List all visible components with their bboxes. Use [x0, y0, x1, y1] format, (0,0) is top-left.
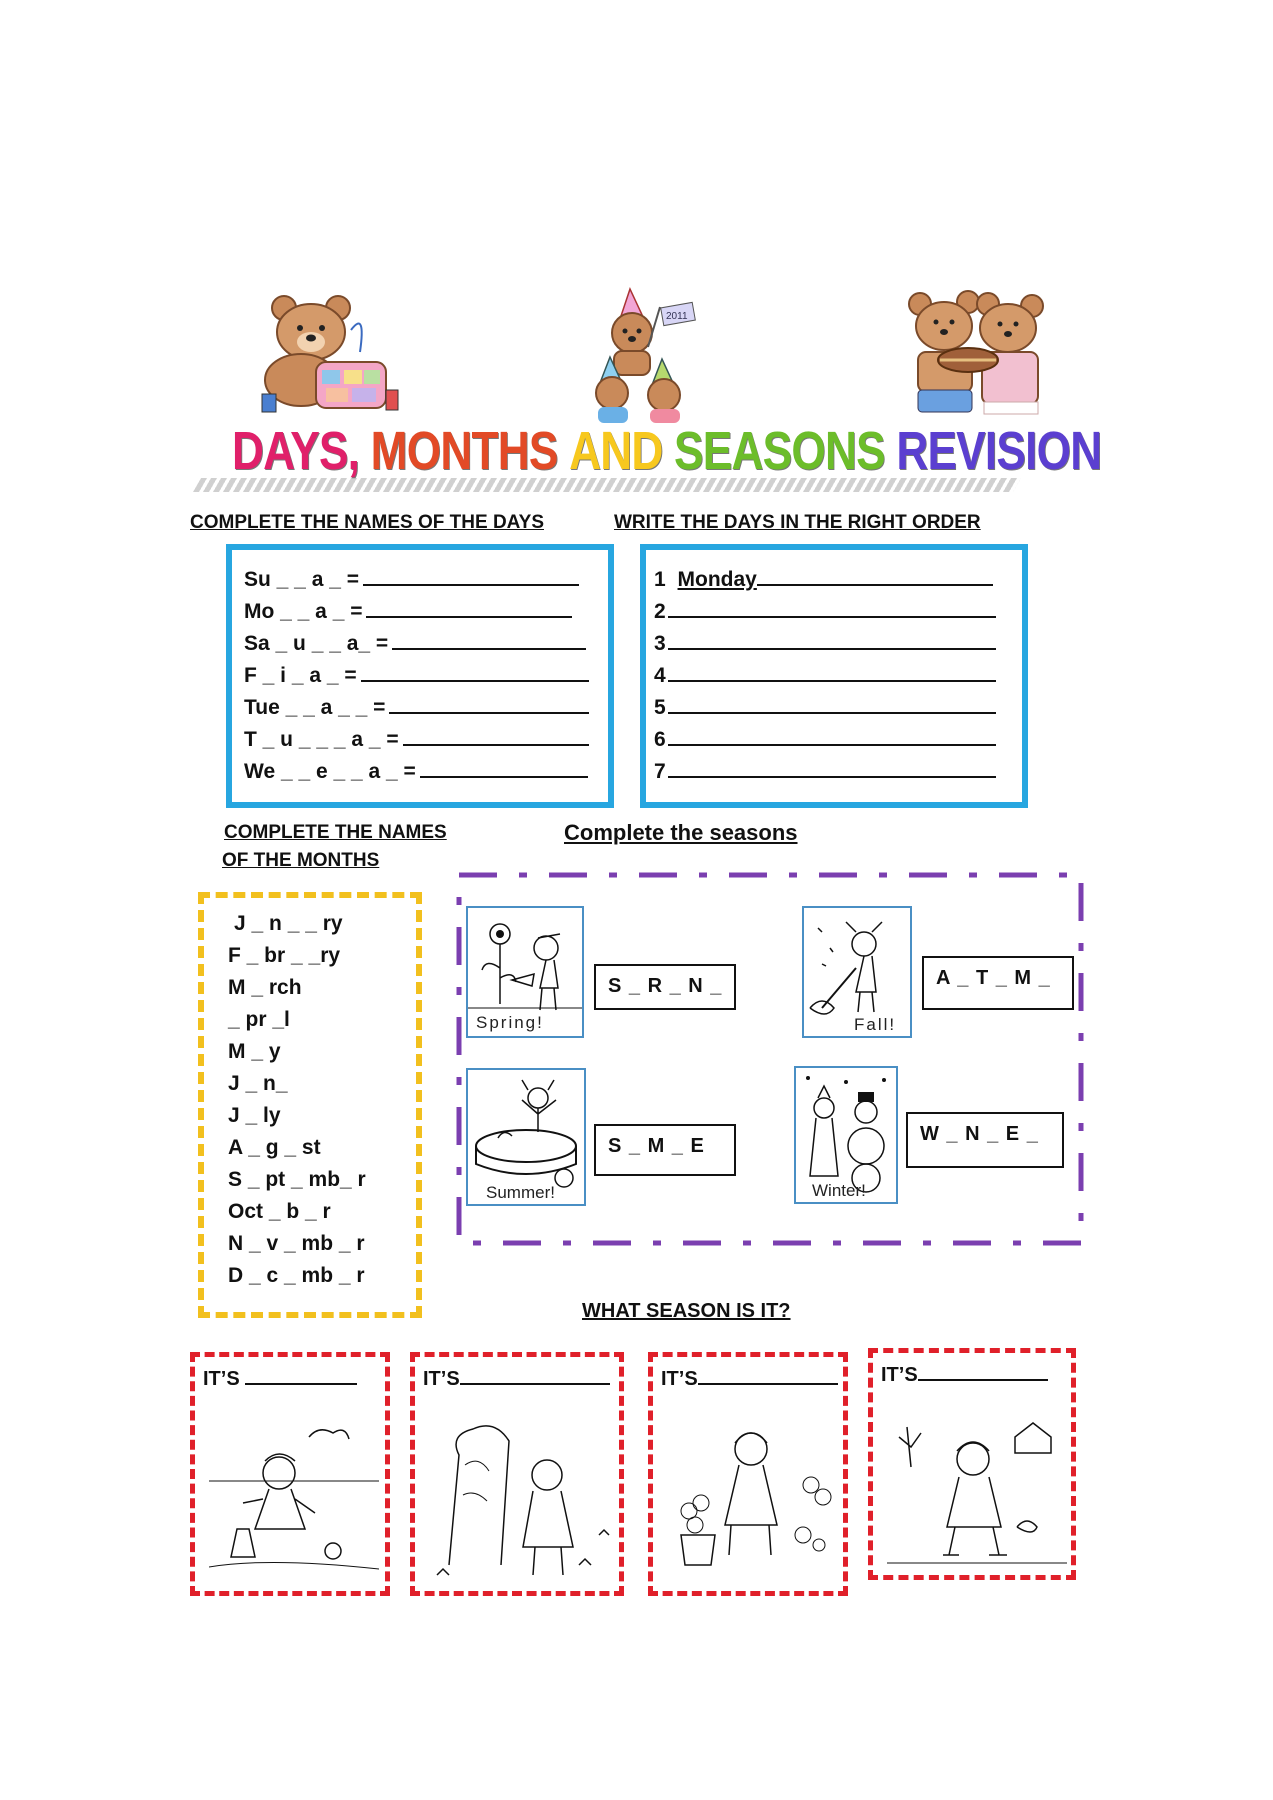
answer-line[interactable] — [668, 758, 996, 778]
order-row-number: 2 — [654, 600, 666, 623]
answer-line[interactable] — [668, 662, 996, 682]
day-puzzle: Mo _ _ a _ = — [244, 600, 363, 623]
month-puzzle: N _ v _ mb _ r — [228, 1232, 365, 1255]
day-row — [244, 598, 572, 624]
answer-line[interactable] — [392, 630, 586, 650]
title-word: MONTHS — [370, 421, 558, 481]
title-word: REVISION — [896, 421, 1102, 481]
page-title-text — [232, 420, 1101, 482]
page-title — [232, 420, 1102, 500]
order-box — [640, 544, 1028, 808]
autumn-child-drawing — [429, 1415, 613, 1591]
month-puzzle: S _ pt _ mb_ r — [228, 1168, 366, 1191]
bears-pie-illustration — [906, 290, 1046, 420]
answer-line[interactable] — [245, 1367, 357, 1385]
day-puzzle: T _ u _ _ _ a _ = — [244, 728, 399, 751]
summer-drawing — [468, 1070, 584, 1204]
season-card-1 — [190, 1352, 390, 1596]
beach-child-drawing — [209, 1417, 379, 1587]
month-puzzle: M _ y — [228, 1040, 281, 1063]
months-heading-line2: OF THE MONTHS — [222, 850, 380, 871]
answer-line[interactable] — [918, 1363, 1048, 1381]
order-row — [654, 694, 996, 720]
summer-picture — [466, 1068, 586, 1206]
day-puzzle: Tue _ _ a _ _ = — [244, 696, 386, 719]
answer-line[interactable] — [757, 566, 993, 586]
winter-child-drawing — [887, 1407, 1067, 1573]
winter-puzzle[interactable]: W _ N _ E _ — [906, 1112, 1064, 1168]
days-heading: COMPLETE THE NAMES OF THE DAYS — [190, 512, 544, 533]
order-row-number: 6 — [654, 728, 666, 751]
season-card-label: IT’S — [203, 1367, 357, 1391]
title-word: AND — [569, 421, 663, 481]
season-card-label: IT’S — [881, 1363, 1048, 1387]
season-card-3 — [648, 1352, 848, 1596]
day-puzzle: F _ i _ a _ = — [244, 664, 357, 687]
month-puzzle: M _ rch — [228, 976, 302, 999]
winter-caption: Winter! — [812, 1181, 866, 1200]
winter-picture — [794, 1066, 898, 1204]
season-card-2 — [410, 1352, 624, 1596]
order-row-number: 3 — [654, 632, 666, 655]
answer-line[interactable] — [460, 1367, 610, 1385]
order-row-number: 5 — [654, 696, 666, 719]
order-heading: WRITE THE DAYS IN THE RIGHT ORDER — [614, 512, 981, 533]
answer-line[interactable] — [361, 662, 589, 682]
fall-drawing — [804, 908, 910, 1036]
month-puzzle: D _ c _ mb _ r — [228, 1264, 365, 1287]
day-row — [244, 630, 586, 656]
month-puzzle: J _ ly — [228, 1104, 281, 1127]
day-row — [244, 662, 589, 688]
order-row-number: 1 — [654, 568, 666, 591]
spring-picture — [466, 906, 584, 1038]
days-box — [226, 544, 614, 808]
day-puzzle: Su _ _ a _ = — [244, 568, 359, 591]
bear-sewing-illustration — [256, 290, 406, 420]
seasons-box — [456, 872, 1084, 1246]
summer-puzzle[interactable]: S _ M _ E — [594, 1124, 736, 1176]
fall-puzzle[interactable]: A _ T _ M _ — [922, 956, 1074, 1010]
spring-caption: Spring! — [476, 1013, 544, 1032]
svg-text:2011: 2011 — [666, 311, 688, 322]
order-row — [654, 758, 996, 784]
months-heading-line1: COMPLETE THE NAMES — [224, 822, 447, 843]
order-row — [654, 662, 996, 688]
order-row — [654, 598, 996, 624]
day-row — [244, 566, 579, 592]
spring-puzzle[interactable]: S _ R _ N _ — [594, 964, 736, 1010]
spring-child-drawing — [665, 1415, 841, 1591]
answer-line[interactable] — [363, 566, 579, 586]
order-row-1 — [654, 566, 993, 592]
fall-caption: Fall! — [854, 1015, 897, 1034]
bears-party-illustration — [590, 285, 710, 425]
order-row-number: 4 — [654, 664, 666, 687]
answer-line[interactable] — [366, 598, 572, 618]
season-card-label: IT’S — [423, 1367, 610, 1391]
day-puzzle: Sa _ u _ _ a_ = — [244, 632, 389, 655]
answer-line[interactable] — [668, 598, 996, 618]
day-puzzle: We _ _ e _ _ a _ = — [244, 760, 416, 783]
months-box — [198, 892, 422, 1318]
day-row — [244, 726, 589, 752]
what-season-heading: WHAT SEASON IS IT? — [582, 1300, 791, 1322]
seasons-heading: Complete the seasons — [564, 820, 798, 845]
answer-line[interactable] — [389, 694, 589, 714]
answer-line[interactable] — [698, 1367, 838, 1385]
answer-line[interactable] — [668, 694, 996, 714]
order-row-number: 7 — [654, 760, 666, 783]
fall-picture — [802, 906, 912, 1038]
answer-line[interactable] — [420, 758, 588, 778]
order-row — [654, 630, 996, 656]
title-word: DAYS, — [232, 421, 360, 481]
day-row — [244, 758, 588, 784]
answer-line[interactable] — [668, 726, 996, 746]
month-puzzle: _ pr _l — [228, 1008, 290, 1031]
order-row-answer: Monday — [677, 568, 757, 591]
winter-drawing — [796, 1068, 896, 1202]
season-card-4 — [868, 1348, 1076, 1580]
month-puzzle: Oct _ b _ r — [228, 1200, 331, 1223]
title-word: SEASONS — [674, 421, 885, 481]
answer-line[interactable] — [403, 726, 589, 746]
order-row — [654, 726, 996, 752]
summer-caption: Summer! — [486, 1183, 555, 1202]
season-card-label: IT’S — [661, 1367, 838, 1391]
spring-drawing — [468, 908, 582, 1036]
month-puzzle: A _ g _ st — [228, 1136, 321, 1159]
month-puzzle: J _ n_ — [228, 1072, 288, 1095]
month-puzzle: F _ br _ _ry — [228, 944, 341, 967]
day-row — [244, 694, 589, 720]
month-puzzle: J _ n _ _ ry — [234, 912, 343, 935]
answer-line[interactable] — [668, 630, 996, 650]
